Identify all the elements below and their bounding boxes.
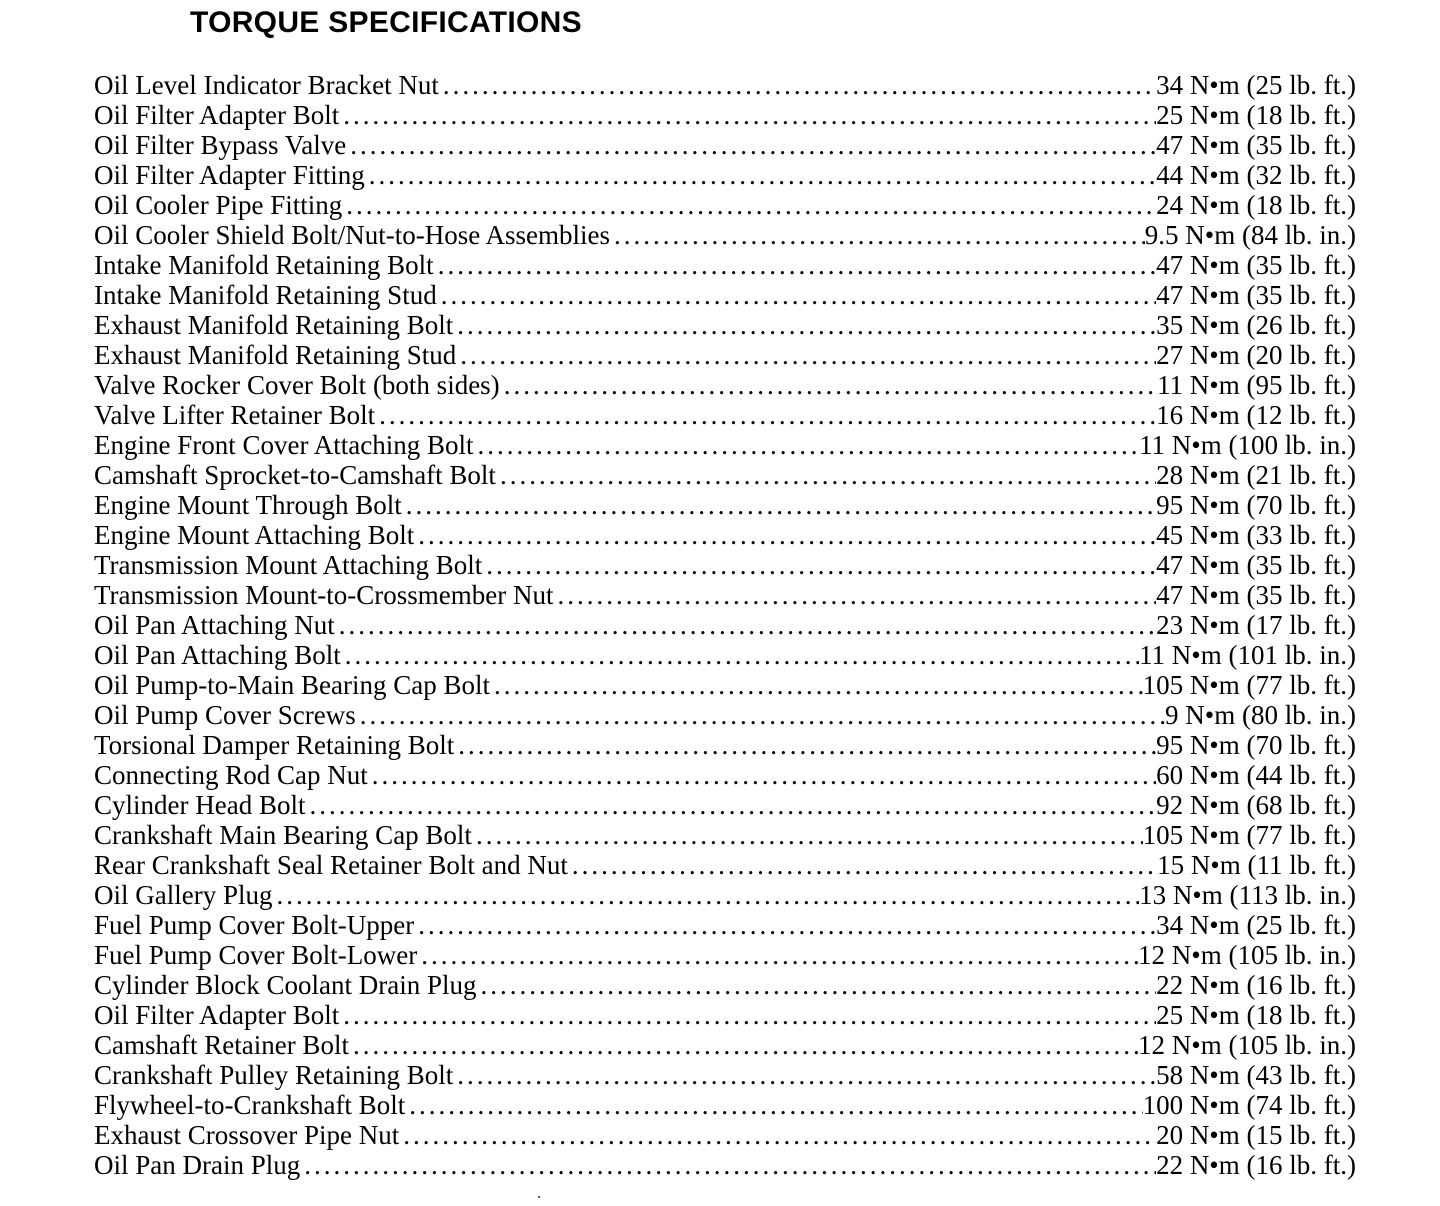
spec-row [94,190,1356,220]
spec-row [94,370,1356,400]
dot-leader [350,130,1156,160]
dot-leader [403,1120,1156,1150]
dot-leader [494,670,1143,700]
dot-leader [476,820,1143,850]
spec-name: Oil Pump Cover Screws [94,700,356,730]
spec-name: Engine Mount Attaching Bolt [94,520,415,550]
spec-row [94,730,1356,760]
spec-torque-value: 105 N•m (77 lb. ft.) [1142,820,1356,850]
dot-leader [458,730,1156,760]
spec-torque-value: 20 N•m (15 lb. ft.) [1156,1120,1356,1150]
spec-torque-value: 95 N•m (70 lb. ft.) [1156,730,1356,760]
dot-leader [346,190,1156,220]
dot-leader [353,1030,1138,1060]
spec-torque-value: 47 N•m (35 lb. ft.) [1156,550,1356,580]
dot-leader [477,430,1139,460]
spec-row [94,490,1356,520]
spec-row [94,610,1356,640]
spec-name: Connecting Rod Cap Nut [94,760,368,790]
dot-leader [480,970,1156,1000]
spec-torque-value: 34 N•m (25 lb. ft.) [1156,910,1356,940]
spec-row [94,100,1356,130]
spec-name: Exhaust Crossover Pipe Nut [94,1120,400,1150]
spec-row [94,940,1356,970]
dot-leader [369,160,1156,190]
spec-name: Oil Filter Bypass Valve [94,130,347,160]
spec-name: Transmission Mount Attaching Bolt [94,550,483,580]
spec-name: Oil Pan Attaching Nut [94,610,335,640]
spec-torque-value: 12 N•m (105 lb. in.) [1138,1030,1356,1060]
spec-torque-value: 58 N•m (43 lb. ft.) [1156,1060,1356,1090]
dot-leader [421,940,1138,970]
spec-name: Oil Filter Adapter Bolt [94,100,340,130]
spec-row [94,220,1356,250]
spec-name: Oil Level Indicator Bracket Nut [94,70,439,100]
dot-leader [360,700,1165,730]
spec-torque-value: 9 N•m (80 lb. in.) [1165,700,1356,730]
spec-row [94,250,1356,280]
dot-leader [457,1060,1156,1090]
spec-torque-value: 12 N•m (105 lb. in.) [1138,940,1356,970]
spec-torque-value: 22 N•m (16 lb. ft.) [1156,970,1356,1000]
spec-row [94,580,1356,610]
dot-leader [443,70,1156,100]
spec-name: Fuel Pump Cover Bolt-Upper [94,910,415,940]
spec-row [94,130,1356,160]
spec-name: Cylinder Block Coolant Drain Plug [94,970,477,1000]
spec-row [94,880,1356,910]
page-title: TORQUE SPECIFICATIONS [190,6,582,39]
dot-leader [438,250,1156,280]
spec-torque-value: 16 N•m (12 lb. ft.) [1156,400,1356,430]
spec-torque-value: 60 N•m (44 lb. ft.) [1156,760,1356,790]
spec-torque-value: 23 N•m (17 lb. ft.) [1156,610,1356,640]
dot-leader [379,400,1156,430]
spec-row [94,340,1356,370]
spec-row [94,400,1356,430]
dot-leader [418,520,1156,550]
spec-name: Oil Pan Drain Plug [94,1150,301,1180]
spec-torque-value: 25 N•m (18 lb. ft.) [1156,100,1356,130]
spec-row [94,1120,1356,1150]
dot-leader [572,850,1157,880]
spec-torque-value: 11 N•m (101 lb. in.) [1139,640,1356,670]
spec-name: Crankshaft Main Bearing Cap Bolt [94,820,472,850]
spec-row [94,910,1356,940]
dot-leader [486,550,1156,580]
spec-torque-value: 100 N•m (74 lb. ft.) [1142,1090,1356,1120]
spec-name: Oil Pan Attaching Bolt [94,640,341,670]
spec-name: Engine Mount Through Bolt [94,490,402,520]
spec-row [94,280,1356,310]
spec-row [94,520,1356,550]
spec-row [94,70,1356,100]
spec-row [94,820,1356,850]
spec-name: Oil Pump-to-Main Bearing Cap Bolt [94,670,490,700]
spec-torque-value: 28 N•m (21 lb. ft.) [1156,460,1356,490]
spec-torque-value: 13 N•m (113 lb. in.) [1139,880,1356,910]
spec-torque-value: 92 N•m (68 lb. ft.) [1156,790,1356,820]
spec-torque-value: 9.5 N•m (84 lb. in.) [1144,220,1356,250]
dot-leader [460,340,1156,370]
spec-name: Valve Lifter Retainer Bolt [94,400,376,430]
spec-name: Camshaft Retainer Bolt [94,1030,349,1060]
dot-leader [614,220,1145,250]
spec-name: Intake Manifold Retaining Bolt [94,250,434,280]
dot-leader [343,100,1156,130]
spec-row [94,160,1356,190]
dot-leader [409,1090,1142,1120]
spec-torque-value: 47 N•m (35 lb. ft.) [1156,580,1356,610]
spec-name: Fuel Pump Cover Bolt-Lower [94,940,418,970]
dot-leader [304,1150,1156,1180]
spec-name: Crankshaft Pulley Retaining Bolt [94,1060,454,1090]
spec-row [94,1030,1356,1060]
spec-torque-value: 45 N•m (33 lb. ft.) [1156,520,1356,550]
spec-row [94,310,1356,340]
spec-row [94,1150,1356,1180]
spec-row [94,670,1356,700]
spec-row [94,1000,1356,1030]
spec-torque-value: 47 N•m (35 lb. ft.) [1156,250,1356,280]
spec-name: Oil Filter Adapter Bolt [94,1000,340,1030]
spec-torque-value: 105 N•m (77 lb. ft.) [1142,670,1356,700]
spec-row [94,460,1356,490]
dot-leader [309,790,1156,820]
dot-leader [406,490,1156,520]
spec-torque-value: 95 N•m (70 lb. ft.) [1156,490,1356,520]
spec-name: Exhaust Manifold Retaining Stud [94,340,457,370]
spec-row [94,1090,1356,1120]
spec-name: Engine Front Cover Attaching Bolt [94,430,474,460]
dot-leader [276,880,1139,910]
dot-leader [457,310,1156,340]
dot-leader [343,1000,1156,1030]
spec-torque-value: 47 N•m (35 lb. ft.) [1156,130,1356,160]
dot-leader [418,910,1156,940]
spec-torque-value: 22 N•m (16 lb. ft.) [1156,1150,1356,1180]
spec-name: Flywheel-to-Crankshaft Bolt [94,1090,406,1120]
dot-leader [441,280,1156,310]
spec-row [94,550,1356,580]
torque-spec-list [94,70,1356,1180]
spec-row [94,640,1356,670]
spec-name: Oil Cooler Shield Bolt/Nut-to-Hose Assemblies [94,220,610,250]
spec-row [94,790,1356,820]
dot-leader [500,460,1156,490]
spec-torque-value: 27 N•m (20 lb. ft.) [1156,340,1356,370]
spec-name: Oil Cooler Pipe Fitting [94,190,343,220]
spec-row [94,430,1356,460]
spec-row [94,760,1356,790]
spec-torque-value: 34 N•m (25 lb. ft.) [1156,70,1356,100]
dot-leader [558,580,1157,610]
dot-leader [345,640,1139,670]
dot-leader [339,610,1156,640]
spec-name: Oil Filter Adapter Fitting [94,160,365,190]
spec-name: Camshaft Sprocket-to-Camshaft Bolt [94,460,496,490]
spec-torque-value: 47 N•m (35 lb. ft.) [1156,280,1356,310]
spec-row [94,970,1356,1000]
spec-name: Torsional Damper Retaining Bolt [94,730,455,760]
spec-name: Intake Manifold Retaining Stud [94,280,437,310]
spec-name: Transmission Mount-to-Crossmember Nut [94,580,554,610]
scan-speck [538,1196,540,1198]
spec-torque-value: 24 N•m (18 lb. ft.) [1156,190,1356,220]
spec-torque-value: 35 N•m (26 lb. ft.) [1156,310,1356,340]
spec-row [94,850,1356,880]
spec-torque-value: 15 N•m (11 lb. ft.) [1157,850,1356,880]
spec-torque-value: 25 N•m (18 lb. ft.) [1156,1000,1356,1030]
dot-leader [372,760,1156,790]
spec-torque-value: 11 N•m (95 lb. ft.) [1157,370,1356,400]
spec-name: Cylinder Head Bolt [94,790,306,820]
spec-name: Exhaust Manifold Retaining Bolt [94,310,454,340]
spec-torque-value: 44 N•m (32 lb. ft.) [1156,160,1356,190]
spec-torque-value: 11 N•m (100 lb. in.) [1139,430,1356,460]
spec-row [94,700,1356,730]
spec-row [94,1060,1356,1090]
dot-leader [504,370,1157,400]
spec-name: Valve Rocker Cover Bolt (both sides) [94,370,500,400]
spec-name: Rear Crankshaft Seal Retainer Bolt and Nut [94,850,568,880]
spec-name: Oil Gallery Plug [94,880,273,910]
